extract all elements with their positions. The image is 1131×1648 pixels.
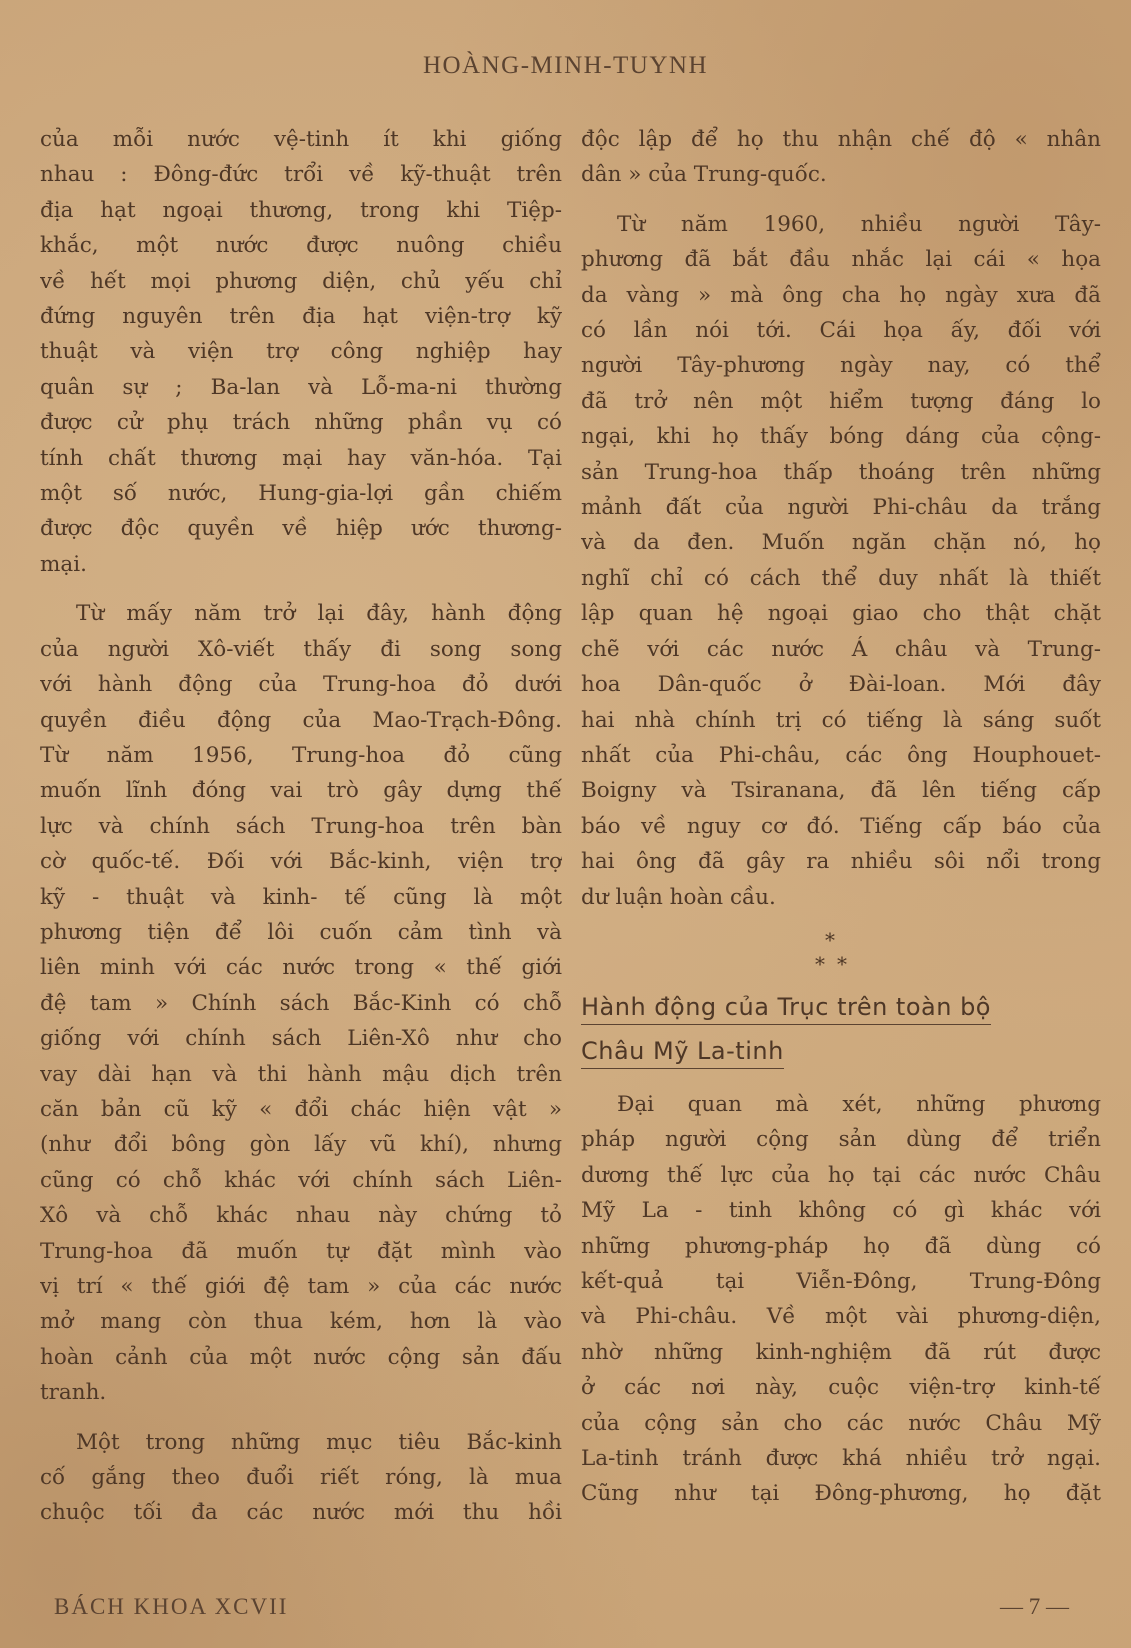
paragraph (40, 122, 562, 582)
text-line: liên minh với các nước trong « thế giới (40, 955, 562, 981)
text-line: lập quan hệ ngoại giao cho thật chặt (581, 601, 1101, 627)
text-line: Từ năm 1960, nhiều người Tây- (617, 211, 1101, 237)
text-line: quân sự ; Ba-lan và Lỗ-ma-ni thường (40, 374, 562, 400)
text-line: cố gắng theo đuổi riết róng, là mua (40, 1465, 562, 1491)
text-line: Mỹ La - tinh không có gì khác với (581, 1198, 1101, 1224)
text-line: hai ông đã gây ra nhiều sôi nổi trong (581, 849, 1101, 875)
text-line: tranh. (40, 1380, 107, 1406)
text-line: da vàng » mà ông cha họ ngày xưa đã (581, 282, 1101, 308)
text-line: đệ tam » Chính sách Bắc-Kinh có chỗ (40, 990, 562, 1016)
text-line: địa hạt ngoại thương, trong khi Tiệp- (40, 197, 562, 223)
text-line: nghĩ chỉ có cách thể duy nhất là thiết (581, 565, 1101, 591)
text-line: dư luận hoàn cầu. (581, 884, 776, 910)
text-line: thuật và viện trợ công nghiệp hay (40, 339, 562, 365)
text-line: mại. (40, 551, 87, 577)
text-line: tính chất thương mại hay văn-hóa. Tại (40, 445, 562, 471)
text-line: nhờ những kinh-nghiệm đã rút được (581, 1339, 1101, 1365)
text-line: mảnh đất của người Phi-châu da trắng (581, 495, 1101, 521)
text-line: La-tinh tránh được khá nhiều trở ngại. (581, 1446, 1101, 1471)
text-line: dương thế lực của họ tại các nước Châu (581, 1162, 1101, 1188)
section-separator (581, 915, 1101, 985)
paragraph (581, 1087, 1101, 1512)
text-line: đứng nguyên trên địa hạt viện-trợ kỹ (40, 304, 562, 330)
asterisk: * (825, 927, 835, 952)
text-line: giống với chính sách Liên-Xô như cho (40, 1026, 562, 1052)
text-line: cờ quốc-tế. Đối với Bắc-kinh, viện trợ (40, 849, 562, 875)
text-line: Một trong những mục tiêu Bắc-kinh (76, 1429, 562, 1455)
text-line: có lần nói tới. Cái họa ấy, đối với (581, 318, 1101, 344)
text-line: Từ năm 1956, Trung-hoa đỏ cũng (40, 742, 562, 768)
text-line: phương đã bắt đầu nhắc lại cái « họa (581, 247, 1101, 273)
running-title: HOÀNG-MINH-TUYNH (422, 52, 709, 79)
text-line: và Phi-châu. Về một vài phương-diện, (581, 1304, 1101, 1330)
section-heading-line: Hành động của Trục trên toàn bộ (581, 990, 991, 1025)
text-line: phương tiện để lôi cuốn cảm tình và (40, 919, 562, 945)
left-column (40, 122, 562, 1531)
paragraph (581, 207, 1101, 915)
text-line: pháp người cộng sản dùng để triển (581, 1127, 1101, 1153)
text-line: những phương-pháp họ đã dùng có (581, 1233, 1101, 1259)
text-line: Boigny và Tsiranana, đã lên tiếng cấp (581, 778, 1101, 804)
text-line: một số nước, Hung-gia-lợi gần chiếm (40, 481, 562, 507)
text-line: Xô và chỗ khác nhau này chứng tỏ (40, 1203, 562, 1229)
text-line: chẽ với các nước Á châu và Trung- (581, 636, 1101, 662)
right-column (581, 122, 1101, 1512)
text-line: ở các nơi này, cuộc viện-trợ kinh-tế (581, 1375, 1101, 1401)
text-line: người Tây-phương ngày nay, có thể (581, 353, 1101, 379)
text-line: muốn lĩnh đóng vai trò gây dựng thế (40, 778, 562, 804)
text-line: kết-quả tại Viễn-Đông, Trung-Đông (581, 1268, 1101, 1294)
text-line: hoàn cảnh của một nước cộng sản đấu (40, 1344, 562, 1370)
section-heading (581, 985, 1101, 1073)
text-line: của cộng sản cho các nước Châu Mỹ (581, 1410, 1101, 1436)
text-line: Đại quan mà xét, những phương (617, 1091, 1101, 1117)
text-line: hai nhà chính trị có tiếng là sáng suốt (581, 707, 1101, 733)
text-line: hoa Dân-quốc ở Đài-loan. Mới đây (581, 672, 1101, 698)
paragraph (581, 122, 1101, 193)
text-line: chuộc tối đa các nước mới thu hồi (40, 1500, 562, 1526)
text-line: Cũng như tại Đông-phương, họ đặt (581, 1481, 1101, 1507)
text-line: Từ mấy năm trở lại đây, hành động (76, 601, 562, 627)
asterisk: * (837, 951, 847, 976)
text-line: đã trở nên một hiểm tượng đáng lo (581, 388, 1101, 414)
text-line: độc lập để họ thu nhận chế độ « nhân (581, 127, 1101, 152)
text-line: và da đen. Muốn ngăn chặn nó, họ (581, 530, 1101, 556)
text-line: khắc, một nước được nuông chiều (40, 233, 562, 259)
text-line: dân » của Trung-quốc. (581, 162, 827, 188)
text-line: (như đổi bông gòn lấy vũ khí), nhưng (40, 1132, 562, 1158)
text-line: lực và chính sách Trung-hoa trên bàn (40, 813, 562, 839)
text-line: được độc quyền về hiệp ước thương- (40, 516, 562, 542)
asterisk: * (815, 951, 825, 976)
text-line: được cử phụ trách những phần vụ có (40, 410, 562, 436)
page-number: — 7 — (1000, 1594, 1069, 1619)
text-line: Trung-hoa đã muốn tự đặt mình vào (40, 1238, 562, 1264)
text-line: vay dài hạn và thi hành mậu dịch trên (40, 1061, 562, 1087)
text-line: báo về nguy cơ đó. Tiếng cấp báo của (581, 813, 1101, 839)
text-line: của người Xô-viết thấy đi song song (40, 636, 562, 662)
section-heading-line: Châu Mỹ La-tinh (581, 1034, 784, 1069)
text-line: cũng có chỗ khác với chính sách Liên- (40, 1167, 562, 1193)
text-line: về hết mọi phương diện, chủ yếu chỉ (40, 268, 562, 294)
text-line: của mỗi nước vệ-tinh ít khi giống (40, 127, 562, 152)
text-line: với hành động của Trung-hoa đỏ dưới (40, 672, 562, 698)
text-line: ngại, khi họ thấy bóng dáng của cộng- (581, 424, 1101, 450)
text-line: vị trí « thế giới đệ tam » của các nước (40, 1274, 562, 1299)
text-line: kỹ - thuật và kinh- tế cũng là một (40, 884, 562, 910)
magazine-issue: BÁCH KHOA XCVII (54, 1594, 289, 1619)
text-line: mở mang còn thua kém, hơn là vào (40, 1309, 562, 1335)
text-line: quyền điều động của Mao-Trạch-Đông. (40, 707, 562, 733)
text-line: sản Trung-hoa thấp thoáng trên những (581, 459, 1101, 485)
text-line: nhất của Phi-châu, các ông Houphouet- (581, 742, 1101, 768)
paragraph (40, 1425, 562, 1531)
paragraph (40, 596, 562, 1410)
text-line: nhau : Đông-đức trổi về kỹ-thuật trên (40, 162, 562, 188)
text-line: căn bản cũ kỹ « đổi chác hiện vật » (40, 1096, 562, 1122)
